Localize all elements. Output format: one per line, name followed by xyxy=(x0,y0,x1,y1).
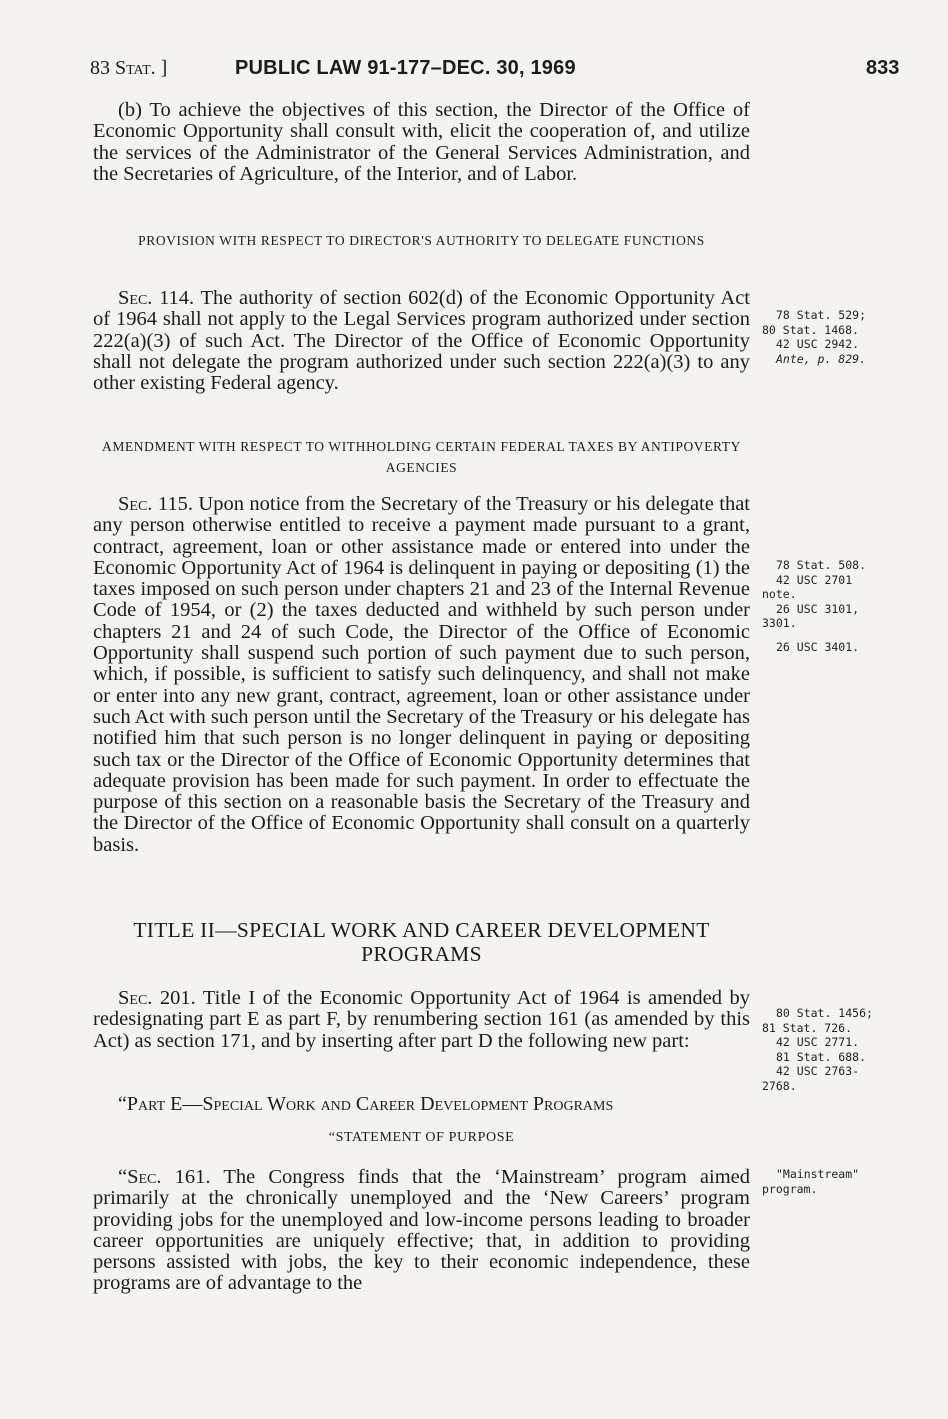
margin-note-115-a: 78 Stat. 508. 42 USC 2701 note. 26 USC 3101, 3301. xyxy=(762,558,867,630)
section-201 xyxy=(93,988,750,1052)
margin-note-115-b: 26 USC 3401. xyxy=(776,640,860,654)
running-header-stat: 83 Stat. ] xyxy=(90,57,168,79)
section-label: Sec. 114. xyxy=(118,287,195,309)
section-114 xyxy=(93,288,750,394)
section-heading-115: AMENDMENT WITH RESPECT TO WITHHOLDING CERTAIN FEDERAL TAXES BY ANTIPOVERTY AGENCIES xyxy=(102,439,741,475)
section-label: “Sec. 161. xyxy=(118,1166,211,1188)
section-heading-114: PROVISION WITH RESPECT TO DIRECTOR'S AUTHORITY TO DELEGATE FUNCTIONS xyxy=(138,233,705,248)
part-e-heading: “Part E—Special Work and Career Development Programs xyxy=(118,1093,614,1115)
section-text: Title I of the Economic Opportunity Act of 1964 is amended by redesignating part E as part F, by renumbering section 161 (as amended by this Act) as section 171, and by inserting after part D the following new part: xyxy=(93,987,750,1052)
margin-note-114: 78 Stat. 529; 80 Stat. 1468. 42 USC 2942. Ante, p. 829. xyxy=(762,308,867,366)
margin-note-161: "Mainstream" program. xyxy=(762,1167,860,1196)
margin-note-201: 80 Stat. 1456; 81 Stat. 726. 42 USC 2771. 81 Stat. 688. 42 USC 2763- 2768. xyxy=(762,1006,873,1093)
statement-of-purpose-heading: “STATEMENT OF PURPOSE xyxy=(328,1130,515,1145)
section-label: Sec. 115. xyxy=(118,493,193,515)
section-text: The authority of section 602(d) of the Economic Opportunity Act of 1964 shall not apply to the Legal Services program authorized under section 222(a)(3) of such Act. The Director of the Office of Economic Opportunity shall not delegate the program authorized under such section 222(a)(3) to any other existing Federal agency. xyxy=(93,287,750,395)
running-header-title: PUBLIC LAW 91-177–DEC. 30, 1969 xyxy=(235,57,576,79)
section-text: The Congress finds that the ‘Mainstream’ program aimed primarily at the chronically unemployed and the ‘New Careers’ program providing jobs for the unemployed and low-income persons leading to broader career opportunities are uniquely effective; that, in addition to providing persons assisted with jobs, the key to their economic independence, these programs are of advantage to the xyxy=(93,1166,751,1295)
section-115 xyxy=(93,494,750,856)
section-label: Sec. 201. xyxy=(118,987,196,1009)
section-text: Upon notice from the Secretary of the Treasury or his delegate that any person otherwise entitled to receive a payment made pursuant to a grant, contract, agreement, loan or other assistance made or entered into under the Economic Opportunity Act of 1964 is delinquent in paying or depositing (1) the taxes imposed on such person under chapters 21 and 23 of the Internal Revenue Code of 1954, or (2) the taxes deducted and withheld by such person under chapters 21 and 24 of such Code, the Director of the Office of Economic Opportunity shall suspend such portion of such payment due to such person, which, if possible, is sufficient to satisfy such delinquency, and shall not make or enter into any new grant, contract, agreement, loan or other assistance under such Act with such person until the Secretary of the Treasury or his delegate has notified him that such person is no longer delinquent in paying or depositing such tax or the Director of the Office of Economic Opportunity determines that adequate provision has been made for such payment. In order to effectuate the purpose of this section on a reasonable basis the Secretary of the Treasury and the Director of the Office of Economic Opportunity shall consult on a quarterly basis. xyxy=(93,493,751,856)
paragraph-b: (b) To achieve the objectives of this section, the Director of the Office of Economic Opportunity shall consult with, elicit the cooperation of, and utilize the services of the Administrator of the General Services Administration, and the Secretaries of Agriculture, of the Interior, and of Labor. xyxy=(93,99,750,185)
page-number: 833 xyxy=(866,57,900,79)
title-ii-heading: TITLE II—SPECIAL WORK AND CAREER DEVELOPMENT PROGRAMS xyxy=(133,918,710,966)
section-161 xyxy=(93,1167,750,1295)
